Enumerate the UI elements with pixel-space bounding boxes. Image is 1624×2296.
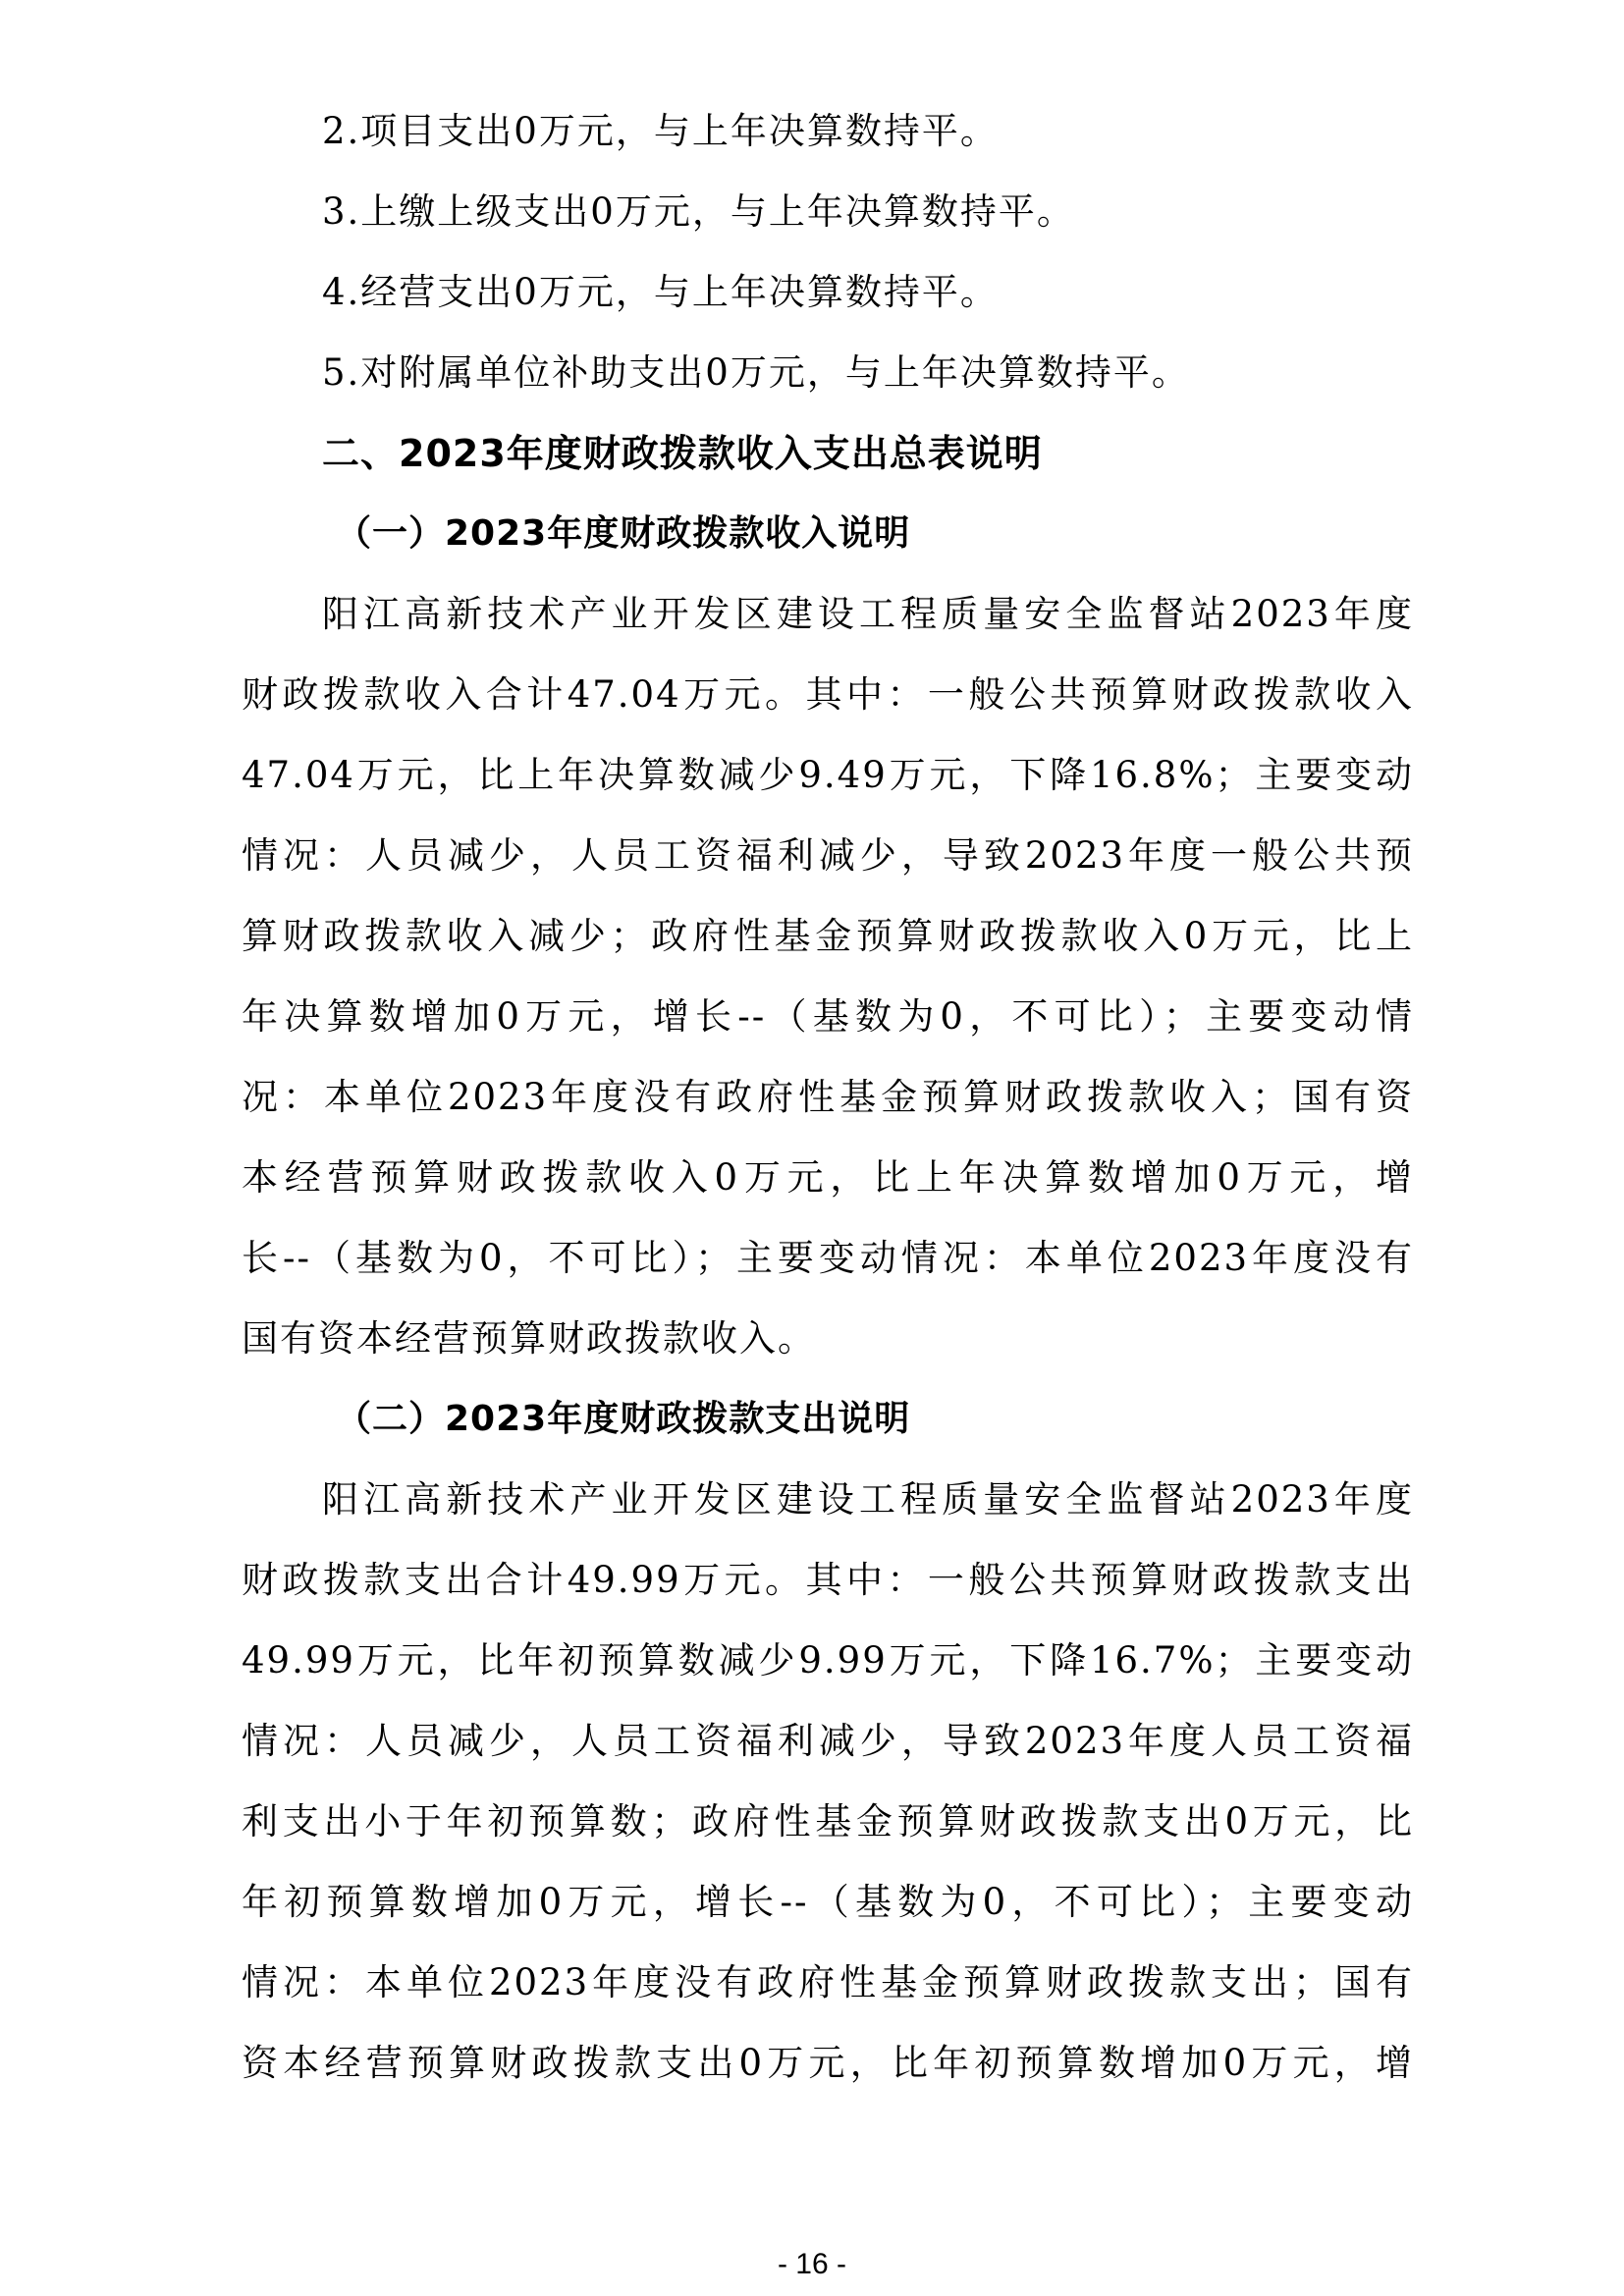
income-heading: （一）2023年度财政拨款收入说明 xyxy=(336,513,911,554)
expense-paragraph-line: 情况：人员减少，人员工资福利减少，导致2023年度人员工资福 xyxy=(242,1720,1414,1762)
income-paragraph-line: 阳江高新技术产业开发区建设工程质量安全监督站2023年度 xyxy=(322,593,1414,635)
income-paragraph-line: 47.04万元，比上年决算数减少9.49万元，下降16.8%；主要变动 xyxy=(242,754,1414,796)
page-number: - 16 - xyxy=(777,2248,847,2280)
list-item-upper-level-expense: 3.上缴上级支出0万元，与上年决算数持平。 xyxy=(322,190,1075,233)
expense-heading: （二）2023年度财政拨款支出说明 xyxy=(336,1399,911,1439)
expense-paragraph-line: 利支出小于年初预算数；政府性基金预算财政拨款支出0万元，比 xyxy=(242,1800,1414,1842)
income-paragraph-line: 长--（基数为0，不可比）；主要变动情况：本单位2023年度没有 xyxy=(242,1237,1414,1279)
list-item-subsidiary-expense: 5.对附属单位补助支出0万元，与上年决算数持平。 xyxy=(322,351,1190,394)
income-paragraph-line: 本经营预算财政拨款收入0万元，比上年决算数增加0万元，增 xyxy=(242,1156,1414,1199)
income-paragraph-line: 财政拨款收入合计47.04万元。其中：一般公共预算财政拨款收入 xyxy=(242,673,1414,716)
income-paragraph-line: 情况：人员减少，人员工资福利减少，导致2023年度一般公共预 xyxy=(242,834,1414,877)
expense-paragraph-line: 阳江高新技术产业开发区建设工程质量安全监督站2023年度 xyxy=(322,1478,1414,1521)
income-paragraph-line: 况：本单位2023年度没有政府性基金预算财政拨款收入；国有资 xyxy=(242,1076,1414,1118)
income-paragraph-line: 算财政拨款收入减少；政府性基金预算财政拨款收入0万元，比上 xyxy=(242,915,1414,957)
list-item-operating-expense: 4.经营支出0万元，与上年决算数持平。 xyxy=(322,271,999,313)
income-paragraph-line: 年决算数增加0万元，增长--（基数为0，不可比）；主要变动情 xyxy=(242,995,1414,1038)
expense-paragraph-line: 情况：本单位2023年度没有政府性基金预算财政拨款支出；国有 xyxy=(242,1961,1414,2003)
list-item-project-expense: 2.项目支出0万元，与上年决算数持平。 xyxy=(322,110,999,152)
expense-paragraph-line: 49.99万元，比年初预算数减少9.99万元，下降16.7%；主要变动 xyxy=(242,1639,1414,1682)
income-paragraph-line: 国有资本经营预算财政拨款收入。 xyxy=(242,1317,816,1360)
expense-paragraph-line: 年初预算数增加0万元，增长--（基数为0，不可比）；主要变动 xyxy=(242,1881,1414,1923)
expense-paragraph-line: 财政拨款支出合计49.99万元。其中：一般公共预算财政拨款支出 xyxy=(242,1559,1414,1601)
section-title: 二、2023年度财政拨款收入支出总表说明 xyxy=(322,432,1043,475)
expense-paragraph-line: 资本经营预算财政拨款支出0万元，比年初预算数增加0万元，增 xyxy=(242,2042,1414,2084)
